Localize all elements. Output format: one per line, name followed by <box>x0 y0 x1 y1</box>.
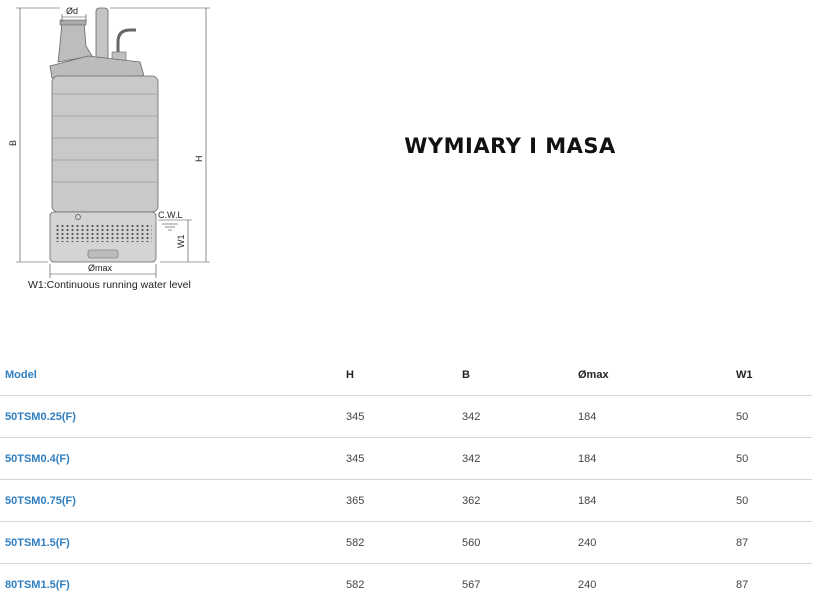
cell-h: 582 <box>341 522 457 564</box>
cell-h: 345 <box>341 438 457 480</box>
cell-b: 560 <box>457 522 573 564</box>
cell-max: 240 <box>573 564 731 605</box>
dimensions-table <box>0 354 812 605</box>
column-header-w1: W1 <box>731 354 812 396</box>
dim-label-h: H <box>194 156 204 163</box>
column-header-model: Model <box>0 354 341 396</box>
dim-label-d: Ød <box>66 6 78 16</box>
cell-model[interactable]: 50TSM0.4(F) <box>0 438 341 480</box>
diagram-caption: W1:Continuous running water level <box>28 279 191 291</box>
pump-dimension-drawing <box>0 0 220 300</box>
dim-label-cwl: C.W.L <box>158 210 183 220</box>
table-row <box>0 480 812 522</box>
cell-b: 567 <box>457 564 573 605</box>
cell-model[interactable]: 50TSM0.75(F) <box>0 480 341 522</box>
cell-model[interactable]: 80TSM1.5(F) <box>0 564 341 605</box>
cell-max: 184 <box>573 438 731 480</box>
cell-model[interactable]: 50TSM0.25(F) <box>0 396 341 438</box>
table-row <box>0 438 812 480</box>
cell-w1: 87 <box>731 564 812 605</box>
table-row <box>0 522 812 564</box>
column-header-max: Ømax <box>573 354 731 396</box>
column-header-b: B <box>457 354 573 396</box>
cell-max: 184 <box>573 396 731 438</box>
cell-h: 365 <box>341 480 457 522</box>
cell-w1: 50 <box>731 480 812 522</box>
cell-b: 362 <box>457 480 573 522</box>
cell-b: 342 <box>457 438 573 480</box>
cell-w1: 87 <box>731 522 812 564</box>
table-header-row <box>0 354 812 396</box>
cell-h: 582 <box>341 564 457 605</box>
water-level-marker <box>162 224 178 230</box>
pump-body <box>50 8 158 262</box>
cell-max: 240 <box>573 522 731 564</box>
cell-model[interactable]: 50TSM1.5(F) <box>0 522 341 564</box>
cell-w1: 50 <box>731 396 812 438</box>
cell-w1: 50 <box>731 438 812 480</box>
table-row <box>0 564 812 605</box>
cell-h: 345 <box>341 396 457 438</box>
page-title: WYMIARY I MASA <box>300 134 720 158</box>
table-row <box>0 396 812 438</box>
cell-b: 342 <box>457 396 573 438</box>
column-header-h: H <box>341 354 457 396</box>
dim-label-b: B <box>8 140 18 146</box>
cell-max: 184 <box>573 480 731 522</box>
dim-label-w1: W1 <box>176 235 186 249</box>
dim-label-max: Ømax <box>88 263 113 273</box>
